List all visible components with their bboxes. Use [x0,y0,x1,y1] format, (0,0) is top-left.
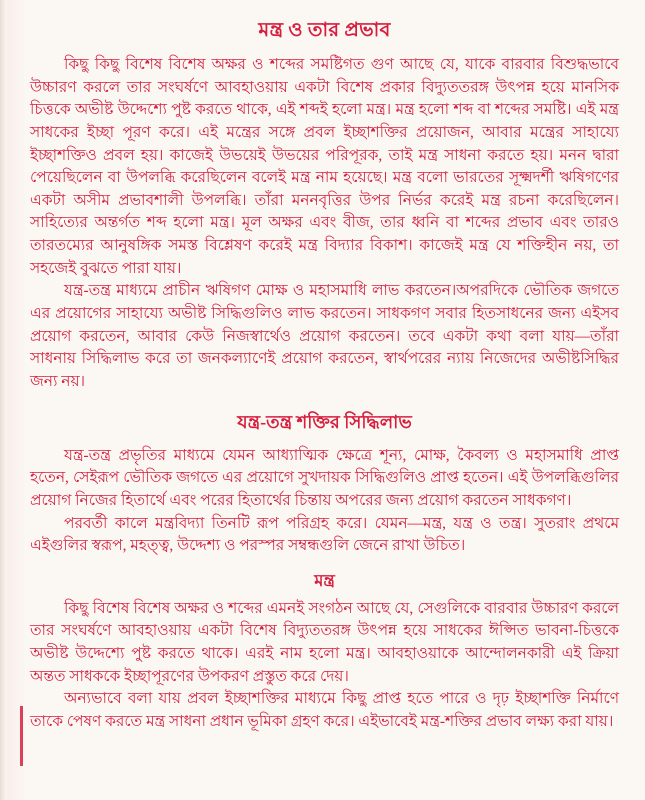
paragraph: অন্যভাবে বলা যায় প্রবল ইচ্ছাশক্তির মাধ্যমে কিছু প্রাপ্ত হতে পারে ও দৃঢ় ইচ্ছাশক্তি নির্মাণে তাকে পেষণ করতে মন্ত্র সাধনা প্রধান ভূমিকা গ্রহণ করে। এইভাবেই মন্ত্র-শক্তির প্রভাব লক্ষ্য করা যায়। [30,690,619,731]
page-title: মন্ত্র ও তার প্রভাব [258,20,391,41]
section-heading: যন্ত্র-তন্ত্র শক্তির সিদ্ধিলাভ [237,411,412,432]
page-left-edge-shadow [0,0,7,800]
section-jantra-tantra-shaktir-siddhilabh [30,408,619,558]
section-heading: মন্ত্র [314,570,335,590]
paragraph: যন্ত্র-তন্ত্র মাধ্যমে প্রাচীন ঋষিগণ মোক্ষ ও মহাসমাধি লাভ করতেন।অপরদিকে ভৌতিক জগতে এর প্রয়োগের সাহায্যে অভীষ্ট সিদ্ধিগুলিও লাভ করতেন। সাধকগণ সবার হিতসাধনের জন্য এইসব প্রয়োগ করতেন, আবার কেউ নিজস্বার্থেও প্রয়োগ করতেন। তবে একটা কথা বলা যায়—তাঁরা সাধনায় সিদ্ধিলাভ করে তা জনকল্যাণেই প্রয়োগ করতেন, স্বার্থপরের ন্যায় নিজেদের অভীষ্টসিদ্ধির জন্য নয়। [30,282,619,390]
paragraph: কিছু কিছু বিশেষ বিশেষ অক্ষর ও শব্দের সমষ্টিগত গুণ আছে যে, যাকে বারবার বিশুদ্ধভাবে উচ্চারণ করলে তার সংঘর্ষণে আবহাওয়ায় একটা বিশেষ প্রকার বিদ্যুততরঙ্গ উৎপন্ন হয়ে মানসিক চিত্তকে অভীষ্ট উদ্দেশ্যে পুষ্ট করতে থাকে, এই শব্দই হলো মন্ত্র। মন্ত্র হলো শব্দ বা শব্দের সমষ্টি। এই মন্ত্র সাধকের ইচ্ছা পূরণ করে। এই মন্ত্রের সঙ্গে প্রবল ইচ্ছাশক্তির প্রয়োজন, আবার মন্ত্রের সাহায্যে ইচ্ছাশক্তিও প্রবল হয়। কাজেই উভয়েই উভয়ের পরিপূরক, তাই মন্ত্র সাধনা করতে হয়। মনন দ্বারা পেয়েছিলেন বা উপলব্ধি করেছিলেন বলেই মন্ত্র নাম হয়েছে। মন্ত্র বলো ভারতের সূক্ষ্মদর্শী ঋষিগণের একটা অসীম প্রভাবশালী উপলব্ধি। তাঁরা মননবৃত্তির উপর নির্ভর করেই মন্ত্র রচনা করেছিলেন। সাহিত্যের অন্তর্গত শব্দ হলো মন্ত্র। মূল অক্ষর এবং বীজ, তার ধ্বনি বা শব্দের প্রভাব এবং তারও তারতম্যের আনুষঙ্গিক সমস্ত বিশ্লেষণ করেই মন্ত্র বিদ্যার বিকাশ। কাজেই মন্ত্র যে শক্তিহীন নয়, তা সহজেই বুঝতে পারা যায়। [30,56,619,277]
paragraph: পরবর্তী কালে মন্ত্রবিদ্যা তিনটি রূপ পরিগ্রহ করে। যেমন—মন্ত্র, যন্ত্র ও তন্ত্র। সুতরাং প্রথমে এইগুলির স্বরূপ, মহত্ত্ব, উদ্দেশ্য ও পরস্পর সম্বন্ধগুলি জেনে রাখা উচিত। [30,514,619,555]
section-mantra [30,568,619,734]
paragraph: কিছু বিশেষ বিশেষ অক্ষর ও শব্দের এমনই সংগঠন আছে যে, সেগুলিকে বারবার উচ্চারণ করলে তার সংঘর্ষণে আবহাওয়ায় একটা বিশেষ বিদ্যুততরঙ্গ উৎপন্ন হয়ে সাধকের ঈপ্সিত ভাবনা-চিত্তকে অভীষ্ট উদ্দেশ্যে পুষ্ট করতে থাকে। এরই নাম হলো মন্ত্র। আবহাওয়াকে আন্দোলনকারী এই ক্রিয়া অন্তত সাধককে ইচ্ছাপূরণের উপকরণ প্রস্তুত করে দেয়। [30,599,619,685]
page-margin-mark [20,706,23,766]
section-mantra-o-tar-prabhab [30,16,619,394]
paragraph: যন্ত্র-তন্ত্র প্রভৃতির মাধ্যমে যেমন আধ্যাত্মিক ক্ষেত্রে শূন্য, মোক্ষ, কৈবল্য ও মহাসমাধি প্রাপ্ত হতেন, সেইরূপ ভৌতিক জগতে এর প্রয়োগে সুখদায়ক সিদ্ধিগুলিও প্রাপ্ত হতেন। এই উপলব্ধিগুলির প্রয়োগ নিজের হিতার্থে এবং পরের হিতার্থের চিন্তায় অপরের জন্য প্রয়োগ করতেন সাধকগণ। [30,446,619,509]
